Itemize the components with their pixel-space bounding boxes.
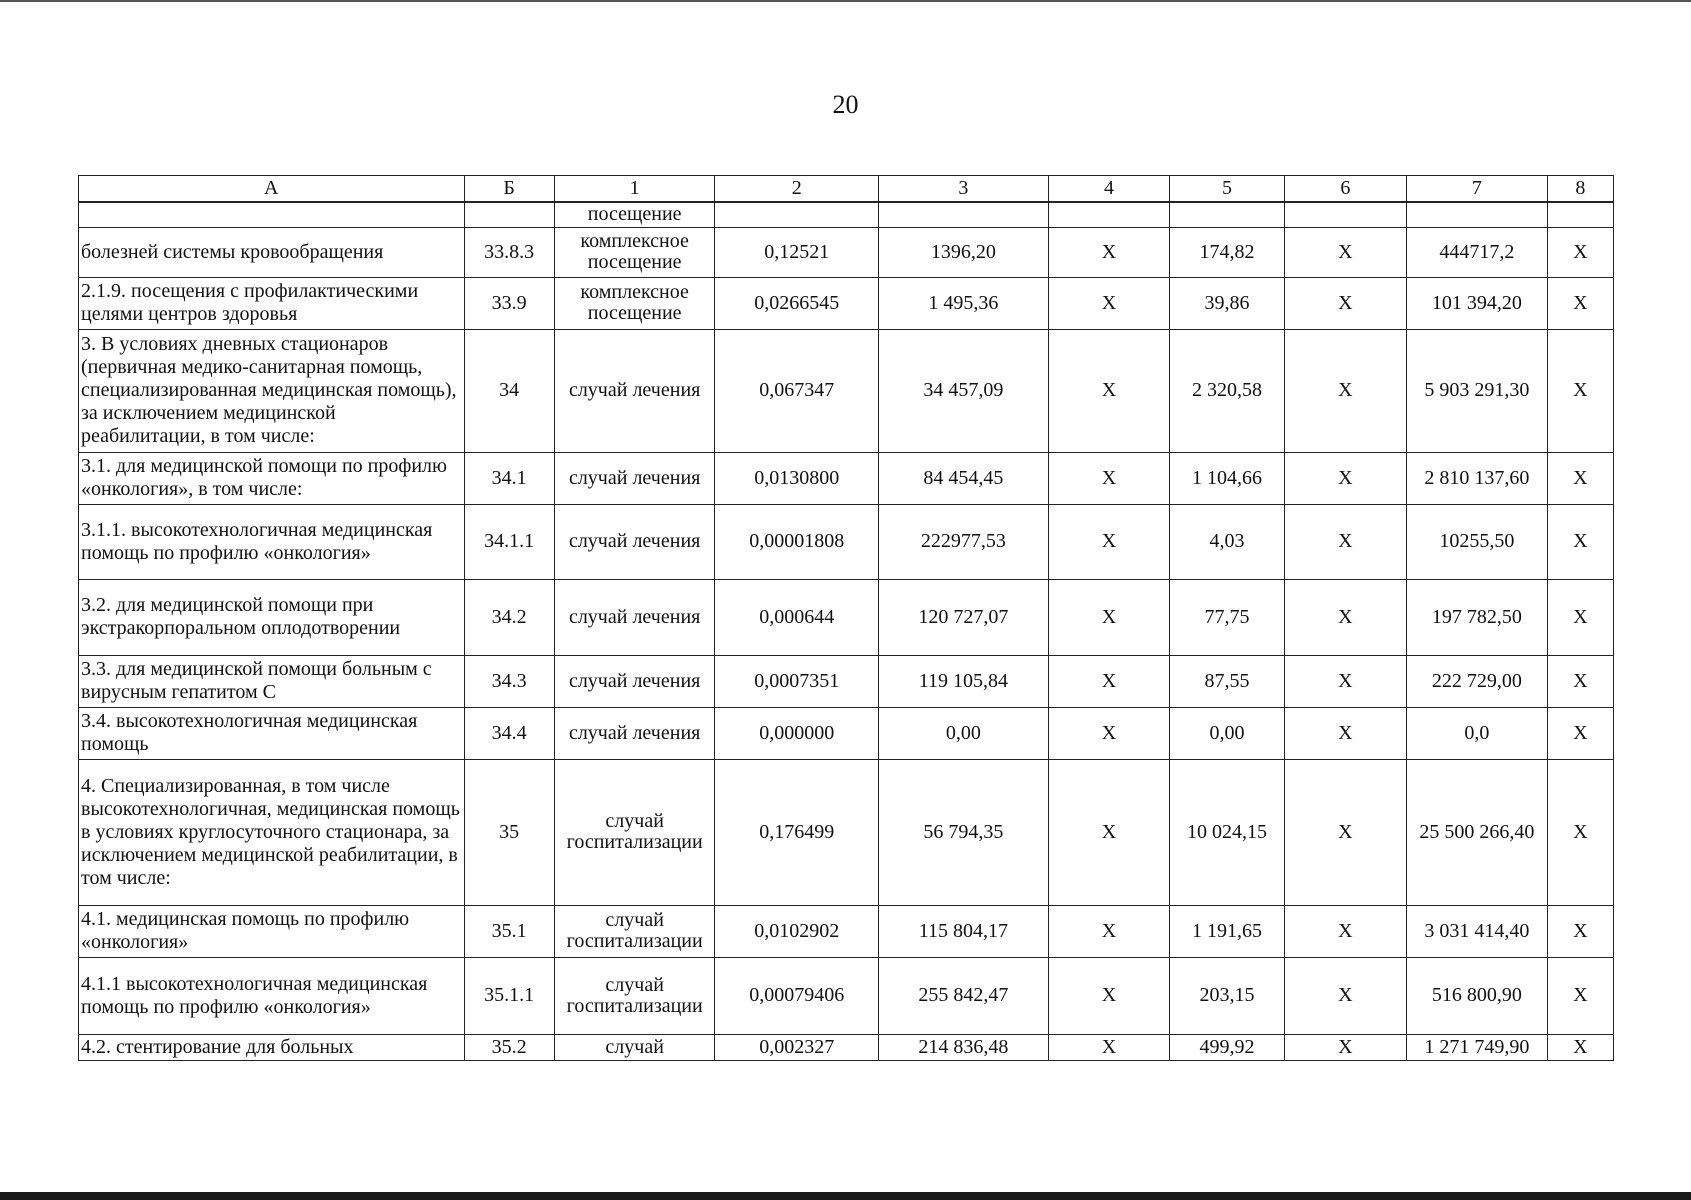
row-col-5: 203,15 (1170, 957, 1284, 1034)
table-row (79, 277, 1614, 329)
row-col-6: Х (1284, 1034, 1406, 1060)
column-header: 2 (715, 176, 879, 203)
row-col-8: Х (1547, 759, 1613, 905)
row-col-2: 0,000644 (715, 579, 879, 655)
row-col-7: 3 031 414,40 (1407, 905, 1548, 957)
row-col-6: Х (1284, 227, 1406, 277)
row-col-8: Х (1547, 957, 1613, 1034)
row-name: 4.1. медицинская помощь по профилю «онкология» (79, 905, 465, 957)
row-col-5: 499,92 (1170, 1034, 1284, 1060)
row-col-3: 255 842,47 (879, 957, 1049, 1034)
row-col-2: 0,067347 (715, 329, 879, 452)
row-col-7: 1 271 749,90 (1407, 1034, 1548, 1060)
column-header: 7 (1407, 176, 1548, 203)
row-code: 35.1.1 (464, 957, 554, 1034)
row-col-7: 444717,2 (1407, 227, 1548, 277)
row-unit: случай госпитализации (554, 905, 715, 957)
row-col-6: Х (1284, 905, 1406, 957)
row-code: 34.2 (464, 579, 554, 655)
row-col-4: Х (1048, 504, 1169, 579)
row-col-2: 0,12521 (715, 227, 879, 277)
row-col-7: 5 903 291,30 (1407, 329, 1548, 452)
row-name (79, 202, 465, 227)
row-col-8: Х (1547, 1034, 1613, 1060)
row-col-6: Х (1284, 452, 1406, 504)
row-col-5: 1 104,66 (1170, 452, 1284, 504)
column-header: 3 (879, 176, 1049, 203)
row-col-5: 87,55 (1170, 655, 1284, 707)
row-col-8: Х (1547, 329, 1613, 452)
row-col-2: 0,176499 (715, 759, 879, 905)
row-col-2 (715, 202, 879, 227)
row-col-3: 214 836,48 (879, 1034, 1049, 1060)
column-header: 1 (554, 176, 715, 203)
row-col-2: 0,0102902 (715, 905, 879, 957)
row-name: 4. Специализированная, в том числе высокотехнологичная, медицинская помощь в условиях круглосуточного стационара, за исключением медицинской реабилитации, в том числе: (79, 759, 465, 905)
row-col-2: 0,0130800 (715, 452, 879, 504)
row-name: 3.4. высокотехнологичная медицинская помощь (79, 707, 465, 759)
row-col-8: Х (1547, 707, 1613, 759)
row-code: 34.3 (464, 655, 554, 707)
row-col-8 (1547, 202, 1613, 227)
row-col-5: 4,03 (1170, 504, 1284, 579)
column-header: 8 (1547, 176, 1613, 203)
row-col-6: Х (1284, 504, 1406, 579)
row-col-4: Х (1048, 759, 1169, 905)
row-col-4: Х (1048, 452, 1169, 504)
table-row (79, 759, 1614, 905)
table-row (79, 202, 1614, 227)
row-col-7: 10255,50 (1407, 504, 1548, 579)
row-unit: случай лечения (554, 329, 715, 452)
row-name: 2.1.9. посещения с профилактическими целями центров здоровья (79, 277, 465, 329)
row-col-7: 197 782,50 (1407, 579, 1548, 655)
row-col-6: Х (1284, 329, 1406, 452)
table-row (79, 655, 1614, 707)
row-col-8: Х (1547, 655, 1613, 707)
row-col-6: Х (1284, 579, 1406, 655)
table-row (79, 905, 1614, 957)
row-col-2: 0,002327 (715, 1034, 879, 1060)
row-code: 33.9 (464, 277, 554, 329)
row-code: 35 (464, 759, 554, 905)
row-col-3 (879, 202, 1049, 227)
row-col-3: 56 794,35 (879, 759, 1049, 905)
column-header: Б (464, 176, 554, 203)
row-code: 35.2 (464, 1034, 554, 1060)
column-header: А (79, 176, 465, 203)
table-row (79, 579, 1614, 655)
row-col-2: 0,0266545 (715, 277, 879, 329)
row-name: 3.1. для медицинской помощи по профилю «онкология», в том числе: (79, 452, 465, 504)
row-col-4: Х (1048, 329, 1169, 452)
row-unit: посещение (554, 202, 715, 227)
row-unit: случай лечения (554, 707, 715, 759)
row-name: 4.2. стентирование для больных (79, 1034, 465, 1060)
column-header: 5 (1170, 176, 1284, 203)
row-col-6: Х (1284, 655, 1406, 707)
row-col-4 (1048, 202, 1169, 227)
row-col-7: 0,0 (1407, 707, 1548, 759)
row-col-3: 1396,20 (879, 227, 1049, 277)
row-col-5 (1170, 202, 1284, 227)
row-col-7: 101 394,20 (1407, 277, 1548, 329)
table-row (79, 504, 1614, 579)
scan-top-edge (0, 0, 1691, 2)
row-name: болезней системы кровообращения (79, 227, 465, 277)
row-col-7: 25 500 266,40 (1407, 759, 1548, 905)
row-col-8: Х (1547, 905, 1613, 957)
row-unit: комплексное посещение (554, 277, 715, 329)
row-col-2: 0,0007351 (715, 655, 879, 707)
row-col-5: 2 320,58 (1170, 329, 1284, 452)
row-code: 34.1 (464, 452, 554, 504)
row-col-6: Х (1284, 277, 1406, 329)
row-col-8: Х (1547, 579, 1613, 655)
row-col-4: Х (1048, 707, 1169, 759)
row-col-3: 120 727,07 (879, 579, 1049, 655)
row-col-8: Х (1547, 504, 1613, 579)
table-row (79, 452, 1614, 504)
table-row (79, 329, 1614, 452)
row-col-6: Х (1284, 759, 1406, 905)
row-unit: случай лечения (554, 452, 715, 504)
row-code: 34 (464, 329, 554, 452)
row-name: 3. В условиях дневных стационаров (первичная медико-санитарная помощь, специализированная медицинская помощь), за исключением медицинской реабилитации, в том числе: (79, 329, 465, 452)
row-col-2: 0,00079406 (715, 957, 879, 1034)
row-code: 35.1 (464, 905, 554, 957)
row-col-5: 174,82 (1170, 227, 1284, 277)
row-col-7: 516 800,90 (1407, 957, 1548, 1034)
row-col-3: 115 804,17 (879, 905, 1049, 957)
row-col-8: Х (1547, 277, 1613, 329)
row-col-7: 222 729,00 (1407, 655, 1548, 707)
row-unit: случай госпитализации (554, 759, 715, 905)
row-unit: случай госпитализации (554, 957, 715, 1034)
row-code: 34.1.1 (464, 504, 554, 579)
scan-bottom-edge (0, 1192, 1691, 1200)
row-col-4: Х (1048, 905, 1169, 957)
row-col-5: 39,86 (1170, 277, 1284, 329)
page-number: 20 (832, 90, 859, 119)
row-code: 33.8.3 (464, 227, 554, 277)
row-unit: комплексное посещение (554, 227, 715, 277)
data-table (78, 175, 1614, 1061)
row-name: 3.3. для медицинской помощи больным с вирусным гепатитом С (79, 655, 465, 707)
row-col-4: Х (1048, 1034, 1169, 1060)
row-col-3: 84 454,45 (879, 452, 1049, 504)
row-unit: случай (554, 1034, 715, 1060)
row-col-8: Х (1547, 452, 1613, 504)
row-col-6: Х (1284, 957, 1406, 1034)
row-col-8: Х (1547, 227, 1613, 277)
row-col-6 (1284, 202, 1406, 227)
row-col-7 (1407, 202, 1548, 227)
row-col-5: 10 024,15 (1170, 759, 1284, 905)
row-col-3: 1 495,36 (879, 277, 1049, 329)
row-name: 4.1.1 высокотехнологичная медицинская помощь по профилю «онкология» (79, 957, 465, 1034)
row-unit: случай лечения (554, 579, 715, 655)
row-col-5: 1 191,65 (1170, 905, 1284, 957)
row-col-6: Х (1284, 707, 1406, 759)
row-col-3: 222977,53 (879, 504, 1049, 579)
row-col-3: 34 457,09 (879, 329, 1049, 452)
row-col-7: 2 810 137,60 (1407, 452, 1548, 504)
table-row (79, 707, 1614, 759)
table-row (79, 227, 1614, 277)
row-col-4: Х (1048, 655, 1169, 707)
row-col-4: Х (1048, 277, 1169, 329)
column-header: 6 (1284, 176, 1406, 203)
row-code: 34.4 (464, 707, 554, 759)
row-col-4: Х (1048, 957, 1169, 1034)
table-row (79, 957, 1614, 1034)
row-col-2: 0,00001808 (715, 504, 879, 579)
column-header: 4 (1048, 176, 1169, 203)
row-col-5: 0,00 (1170, 707, 1284, 759)
row-col-3: 119 105,84 (879, 655, 1049, 707)
header-row (79, 176, 1614, 203)
row-name: 3.2. для медицинской помощи при экстракорпоральном оплодотворении (79, 579, 465, 655)
row-col-4: Х (1048, 579, 1169, 655)
row-col-4: Х (1048, 227, 1169, 277)
row-unit: случай лечения (554, 504, 715, 579)
row-col-3: 0,00 (879, 707, 1049, 759)
row-code (464, 202, 554, 227)
row-col-5: 77,75 (1170, 579, 1284, 655)
row-name: 3.1.1. высокотехнологичная медицинская помощь по профилю «онкология» (79, 504, 465, 579)
table-row (79, 1034, 1614, 1060)
row-col-2: 0,000000 (715, 707, 879, 759)
row-unit: случай лечения (554, 655, 715, 707)
